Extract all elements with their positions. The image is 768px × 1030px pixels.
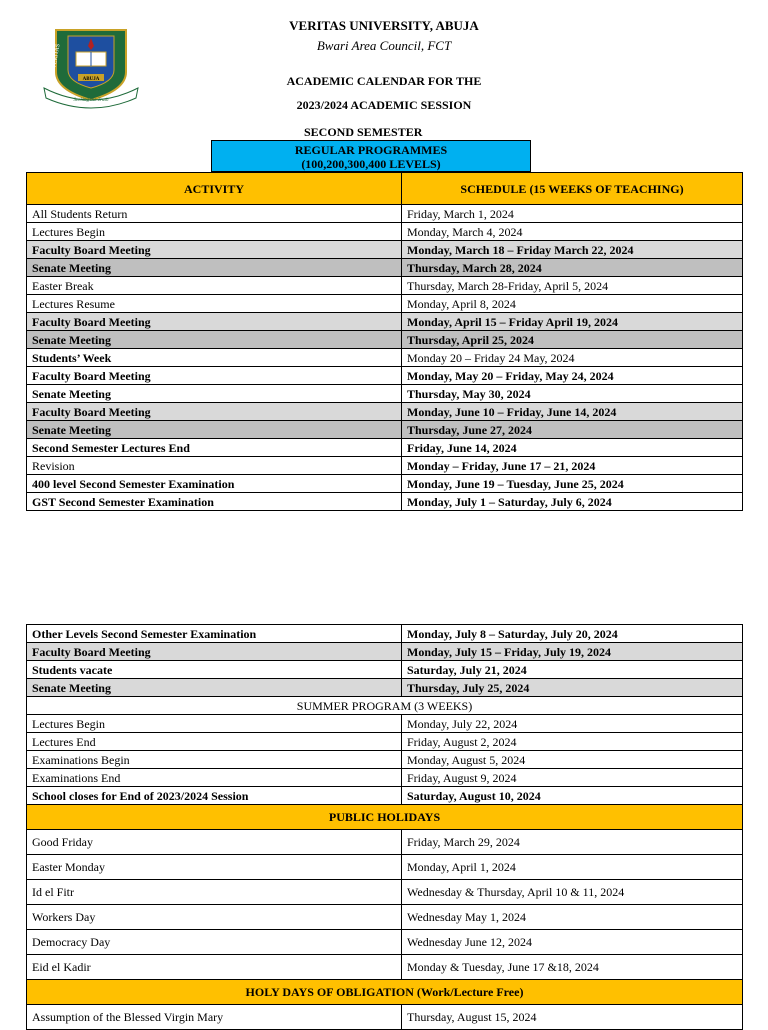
table-row (27, 295, 743, 313)
activity-cell: Second Semester Lectures End (27, 439, 402, 457)
table-header-row (27, 173, 743, 205)
table-row (27, 679, 743, 697)
table-row (27, 457, 743, 475)
table-row (27, 769, 743, 787)
table-row (27, 930, 743, 955)
table-row (27, 625, 743, 643)
table-row (27, 787, 743, 805)
activity-cell: Assumption of the Blessed Virgin Mary (27, 1005, 402, 1030)
schedule-cell: Thursday, April 25, 2024 (402, 331, 743, 349)
activity-cell: Students’ Week (27, 349, 402, 367)
table-row (27, 751, 743, 769)
schedule-cell: Monday, April 15 – Friday April 19, 2024 (402, 313, 743, 331)
schedule-cell: Thursday, August 15, 2024 (402, 1005, 743, 1030)
activity-header: ACTIVITY (27, 173, 402, 205)
table-row (27, 643, 743, 661)
table-row (27, 880, 743, 905)
table-row (27, 905, 743, 930)
banner-line-2: (100,200,300,400 LEVELS) (301, 157, 441, 171)
schedule-cell: Friday, August 9, 2024 (402, 769, 743, 787)
summer-title: SUMMER PROGRAM (3 WEEKS) (27, 697, 743, 715)
schedule-cell: Wednesday June 12, 2024 (402, 930, 743, 955)
table-row (27, 367, 743, 385)
logo-right-text: UNIVERSITY (131, 42, 144, 80)
activity-cell: Easter Break (27, 277, 402, 295)
schedule-cell: Monday, June 10 – Friday, June 14, 2024 (402, 403, 743, 421)
schedule-cell: Friday, June 14, 2024 (402, 439, 743, 457)
holidays-title: PUBLIC HOLIDAYS (27, 805, 743, 830)
table-row (27, 331, 743, 349)
activity-cell: Faculty Board Meeting (27, 403, 402, 421)
logo-motto: Seeking the Truth (73, 98, 109, 103)
activity-cell: Faculty Board Meeting (27, 643, 402, 661)
table-row (27, 349, 743, 367)
activity-cell: Senate Meeting (27, 679, 402, 697)
activity-cell: Examinations Begin (27, 751, 402, 769)
activity-cell: GST Second Semester Examination (27, 493, 402, 511)
table-row (27, 241, 743, 259)
activity-cell: Other Levels Second Semester Examination (27, 625, 402, 643)
table-row (27, 313, 743, 331)
schedule-cell: Monday, March 18 – Friday March 22, 2024 (402, 241, 743, 259)
activity-cell: All Students Return (27, 205, 402, 223)
activity-cell: Lectures End (27, 733, 402, 751)
semester-title: SECOND SEMESTER (304, 125, 423, 139)
calendar-table-2 (26, 624, 743, 1030)
logo-left-text: VERITAS (51, 43, 62, 69)
schedule-cell: Thursday, May 30, 2024 (402, 385, 743, 403)
table-row (27, 661, 743, 679)
activity-cell: Id el Fitr (27, 880, 402, 905)
activity-cell: Faculty Board Meeting (27, 241, 402, 259)
table-row (27, 493, 743, 511)
university-location: Bwari Area Council, FCT (316, 38, 452, 53)
schedule-text: Thursday, July 25, 2024 (407, 680, 530, 695)
section-header-holidays (27, 805, 743, 830)
schedule-cell: Monday, May 20 – Friday, May 24, 2024 (402, 367, 743, 385)
activity-cell: School closes for End of 2023/2024 Session (27, 787, 402, 805)
calendar-table-1 (26, 172, 743, 511)
table-row (27, 855, 743, 880)
section-header-obligation (27, 980, 743, 1005)
schedule-cell: Monday, July 15 – Friday, July 19, 2024 (402, 643, 743, 661)
activity-cell: Lectures Begin (27, 223, 402, 241)
banner-line-1: REGULAR PROGRAMMES (294, 143, 448, 157)
schedule-cell: Wednesday May 1, 2024 (402, 905, 743, 930)
schedule-cell: Monday, July 8 – Saturday, July 20, 2024 (402, 625, 743, 643)
session-title: 2023/2024 ACADEMIC SESSION (296, 98, 472, 112)
table-row (27, 259, 743, 277)
activity-cell: Lectures Begin (27, 715, 402, 733)
activity-cell: Senate Meeting (27, 331, 402, 349)
activity-cell: Revision (27, 457, 402, 475)
schedule-cell: Saturday, August 10, 2024 (402, 787, 743, 805)
logo-bottom-text: ABUJA (82, 77, 100, 82)
calendar-title: ACADEMIC CALENDAR FOR THE (286, 74, 482, 88)
table-row (27, 830, 743, 855)
table-row (27, 205, 743, 223)
schedule-cell: Thursday, March 28-Friday, April 5, 2024 (402, 277, 743, 295)
activity-cell: 400 level Second Semester Examination (27, 475, 402, 493)
section-header-summer (27, 697, 743, 715)
table-row (27, 223, 743, 241)
schedule-cell: Monday, April 8, 2024 (402, 295, 743, 313)
schedule-cell: Friday, March 1, 2024 (402, 205, 743, 223)
activity-cell: Students vacate (27, 661, 402, 679)
university-name: VERITAS UNIVERSITY, ABUJA (289, 18, 479, 33)
schedule-cell: Friday, August 2, 2024 (402, 733, 743, 751)
table-row (27, 715, 743, 733)
shaded-cell-end (696, 679, 742, 696)
schedule-cell: Monday – Friday, June 17 – 21, 2024 (402, 457, 743, 475)
schedule-cell: Thursday, June 27, 2024 (402, 421, 743, 439)
schedule-cell: Monday, July 22, 2024 (402, 715, 743, 733)
table-row (27, 403, 743, 421)
activity-cell: Workers Day (27, 905, 402, 930)
schedule-cell: Monday, June 19 – Tuesday, June 25, 2024 (402, 475, 743, 493)
activity-cell: Faculty Board Meeting (27, 367, 402, 385)
activity-cell: Senate Meeting (27, 385, 402, 403)
table-row (27, 385, 743, 403)
schedule-cell: Monday, August 5, 2024 (402, 751, 743, 769)
table-row (27, 955, 743, 980)
table-row (27, 1005, 743, 1030)
schedule-cell: Saturday, July 21, 2024 (402, 661, 743, 679)
schedule-cell: Monday, July 1 – Saturday, July 6, 2024 (402, 493, 743, 511)
activity-cell: Faculty Board Meeting (27, 313, 402, 331)
schedule-cell: Monday, March 4, 2024 (402, 223, 743, 241)
table-row (27, 439, 743, 457)
programme-banner (211, 140, 531, 172)
table-row (27, 277, 743, 295)
schedule-header: SCHEDULE (15 WEEKS OF TEACHING) (402, 173, 743, 205)
schedule-cell: Wednesday & Thursday, April 10 & 11, 2024 (402, 880, 743, 905)
table-row (27, 475, 743, 493)
activity-cell: Eid el Kadir (27, 955, 402, 980)
table-row (27, 421, 743, 439)
activity-cell: Easter Monday (27, 855, 402, 880)
schedule-cell: Friday, March 29, 2024 (402, 830, 743, 855)
schedule-cell: Monday 20 – Friday 24 May, 2024 (402, 349, 743, 367)
activity-cell: Examinations End (27, 769, 402, 787)
table-row (27, 733, 743, 751)
activity-cell: Senate Meeting (27, 259, 402, 277)
activity-cell: Senate Meeting (27, 421, 402, 439)
schedule-cell: Thursday, March 28, 2024 (402, 259, 743, 277)
activity-cell: Lectures Resume (27, 295, 402, 313)
obligation-title: HOLY DAYS OF OBLIGATION (Work/Lecture Free) (27, 980, 743, 1005)
activity-cell: Good Friday (27, 830, 402, 855)
schedule-cell: Monday, April 1, 2024 (402, 855, 743, 880)
activity-cell: Democracy Day (27, 930, 402, 955)
schedule-cell (402, 679, 743, 697)
schedule-cell: Monday & Tuesday, June 17 &18, 2024 (402, 955, 743, 980)
